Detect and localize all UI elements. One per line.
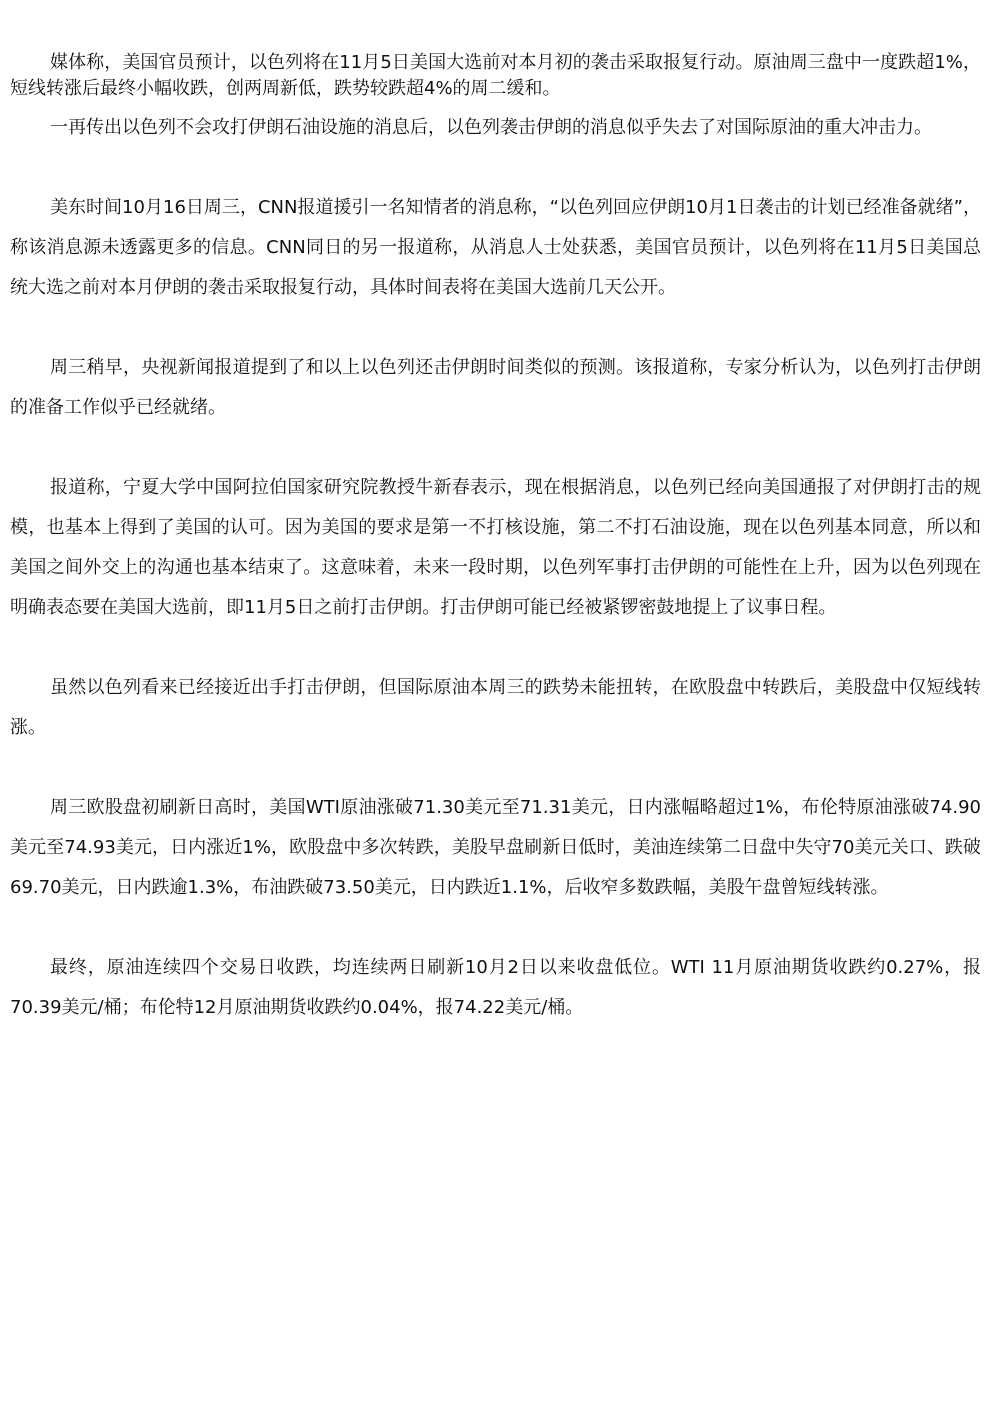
article-paragraph-3: 美东时间10月16日周三，CNN报道援引一名知情者的消息称，“以色列回应伊朗10月1日袭击的计划已经准备就绪”，称该消息源未透露更多的信息。CNN同日的另一报道称，从消息人士处获悉，美国官员预计，以色列将在11月5日美国总统大选之前对本月伊朗的袭击采取报复行动，具体时间表将在美国大选前几天公开。: [10, 197, 981, 298]
article-paragraph-2: 一再传出以色列不会攻打伊朗石油设施的消息后，以色列袭击伊朗的消息似乎失去了对国际原油的重大冲击力。: [50, 117, 932, 138]
article-paragraph-5: 报道称，宁夏大学中国阿拉伯国家研究院教授牛新春表示，现在根据消息，以色列已经向美国通报了对伊朗打击的规模，也基本上得到了美国的认可。因为美国的要求是第一不打核设施，第二不打石油设施，现在以色列基本同意，所以和美国之间外交上的沟通也基本结束了。这意味着，未来一段时期，以色列军事打击伊朗的可能性在上升，因为以色列现在明确表态要在美国大选前，即11月5日之前打击伊朗。打击伊朗可能已经被紧锣密鼓地提上了议事日程。: [10, 477, 981, 618]
article-paragraph-4: 周三稍早，央视新闻报道提到了和以上以色列还击伊朗时间类似的预测。该报道称，专家分析认为，以色列打击伊朗的准备工作似乎已经就绪。: [10, 357, 981, 418]
article-paragraph-7: 周三欧股盘初刷新日高时，美国WTI原油涨破71.30美元至71.31美元，日内涨幅略超过1%，布伦特原油涨破74.90美元至74.93美元，日内涨近1%，欧股盘中多次转跌，美股早盘刷新日低时，美油连续第二日盘中失守70美元关口、跌破69.70美元，日内跌逾1.3%，布油跌破73.50美元，日内跌近1.1%，后收窄多数跌幅，美股午盘曾短线转涨。: [10, 797, 981, 898]
article-paragraph-6: 虽然以色列看来已经接近出手打击伊朗，但国际原油本周三的跌势未能扭转，在欧股盘中转跌后，美股盘中仅短线转涨。: [10, 677, 981, 738]
article-paragraph-8: 最终，原油连续四个交易日收跌，均连续两日刷新10月2日以来收盘低位。WTI 11月原油期货收跌约0.27%，报70.39美元/桶；布伦特12月原油期货收跌约0.04%，报74.22美元/桶。: [10, 957, 981, 1018]
article-paragraph-1: 媒体称，美国官员预计，以色列将在11月5日美国大选前对本月初的袭击采取报复行动。原油周三盘中一度跌超1%，短线转涨后最终小幅收跌，创两周新低，跌势较跌超4%的周二缓和。: [10, 52, 981, 99]
article-body: [10, 0, 981, 1028]
